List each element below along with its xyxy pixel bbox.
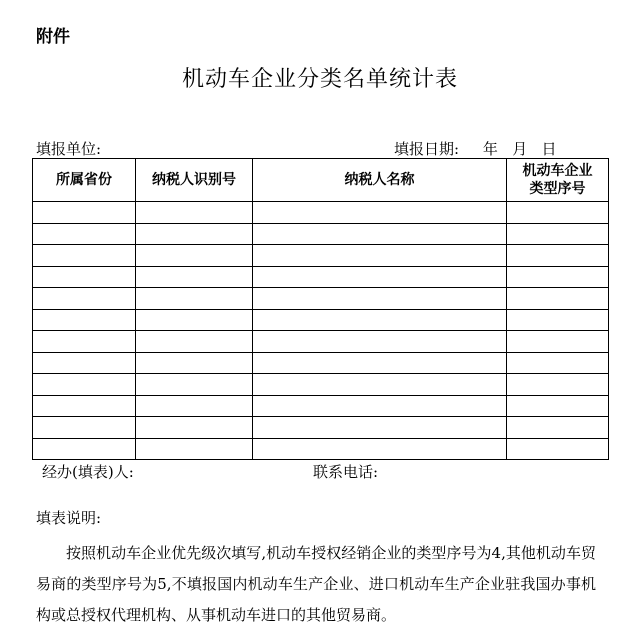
table-cell[interactable] — [253, 266, 507, 288]
table-cell[interactable] — [507, 438, 609, 460]
table-cell[interactable] — [136, 352, 253, 374]
table-cell[interactable] — [33, 202, 136, 224]
table-cell[interactable] — [33, 352, 136, 374]
table-row — [33, 288, 609, 310]
table-row — [33, 266, 609, 288]
table-cell[interactable] — [253, 309, 507, 331]
table-cell[interactable] — [33, 331, 136, 353]
table-cell[interactable] — [253, 374, 507, 396]
table-cell[interactable] — [253, 202, 507, 224]
table-cell[interactable] — [253, 331, 507, 353]
reporting-date-label: 填报日期: — [394, 140, 460, 158]
reporting-unit-label: 填报单位: — [36, 140, 102, 158]
contact-phone-label: 联系电话: — [313, 463, 379, 481]
table-cell[interactable] — [136, 245, 253, 267]
table-row — [33, 223, 609, 245]
statistics-table — [32, 158, 609, 460]
header-province: 所属省份 — [33, 159, 136, 202]
table-cell[interactable] — [253, 395, 507, 417]
table-cell[interactable] — [507, 352, 609, 374]
table-cell[interactable] — [33, 374, 136, 396]
table-row — [33, 309, 609, 331]
table-cell[interactable] — [33, 245, 136, 267]
table-cell[interactable] — [136, 331, 253, 353]
table-row — [33, 202, 609, 224]
table-cell[interactable] — [507, 331, 609, 353]
reporting-date-value: 年 月 日 — [459, 140, 557, 158]
table-cell[interactable] — [507, 309, 609, 331]
table-cell[interactable] — [136, 223, 253, 245]
table-cell[interactable] — [136, 374, 253, 396]
table-cell[interactable] — [136, 438, 253, 460]
table-cell[interactable] — [33, 223, 136, 245]
table-cell[interactable] — [507, 223, 609, 245]
table-row — [33, 417, 609, 439]
table-cell[interactable] — [136, 309, 253, 331]
table-cell[interactable] — [136, 395, 253, 417]
table-cell[interactable] — [136, 266, 253, 288]
table-cell[interactable] — [33, 288, 136, 310]
header-taxpayer-name: 纳税人名称 — [253, 159, 507, 202]
table-cell[interactable] — [136, 202, 253, 224]
table-cell[interactable] — [253, 223, 507, 245]
table-cell[interactable] — [33, 417, 136, 439]
header-enterprise-type — [507, 159, 609, 202]
table-cell[interactable] — [507, 417, 609, 439]
notes-title: 填表说明: — [36, 509, 102, 527]
table-cell[interactable] — [33, 266, 136, 288]
table-cell[interactable] — [507, 266, 609, 288]
reporting-date — [394, 138, 557, 159]
table-row — [33, 374, 609, 396]
table-cell[interactable] — [253, 438, 507, 460]
table-row — [33, 245, 609, 267]
table-cell[interactable] — [253, 352, 507, 374]
table-cell[interactable] — [507, 288, 609, 310]
table-cell[interactable] — [33, 395, 136, 417]
table-cell[interactable] — [33, 438, 136, 460]
table-cell[interactable] — [253, 245, 507, 267]
table-cell[interactable] — [136, 417, 253, 439]
table-cell[interactable] — [507, 245, 609, 267]
table-cell[interactable] — [253, 288, 507, 310]
header-taxpayer-id: 纳税人识别号 — [136, 159, 253, 202]
table-cell[interactable] — [507, 395, 609, 417]
header-enterprise-type-text: 机动车企业类型序号 — [522, 163, 593, 197]
table-row — [33, 395, 609, 417]
attachment-label: 附件 — [36, 27, 70, 47]
table-cell[interactable] — [136, 288, 253, 310]
table-row — [33, 331, 609, 353]
form-title: 机动车企业分类名单统计表 — [181, 67, 458, 92]
notes-body: 按照机动车企业优先级次填写,机动车授权经销企业的类型序号为4,其他机动车贸易商的类型序号为5,不填报国内机动车生产企业、进口机动车生产企业驻我国办事机构或总授权代理机构、从事机动车进口的其他贸易商。 — [36, 544, 596, 624]
table-cell[interactable] — [253, 417, 507, 439]
table-body — [33, 202, 609, 460]
table-cell[interactable] — [507, 374, 609, 396]
table-cell[interactable] — [507, 202, 609, 224]
table-cell[interactable] — [33, 309, 136, 331]
table-header-row — [33, 159, 609, 202]
table-row — [33, 352, 609, 374]
table-row — [33, 438, 609, 460]
handler-label: 经办(填表)人: — [42, 463, 134, 481]
